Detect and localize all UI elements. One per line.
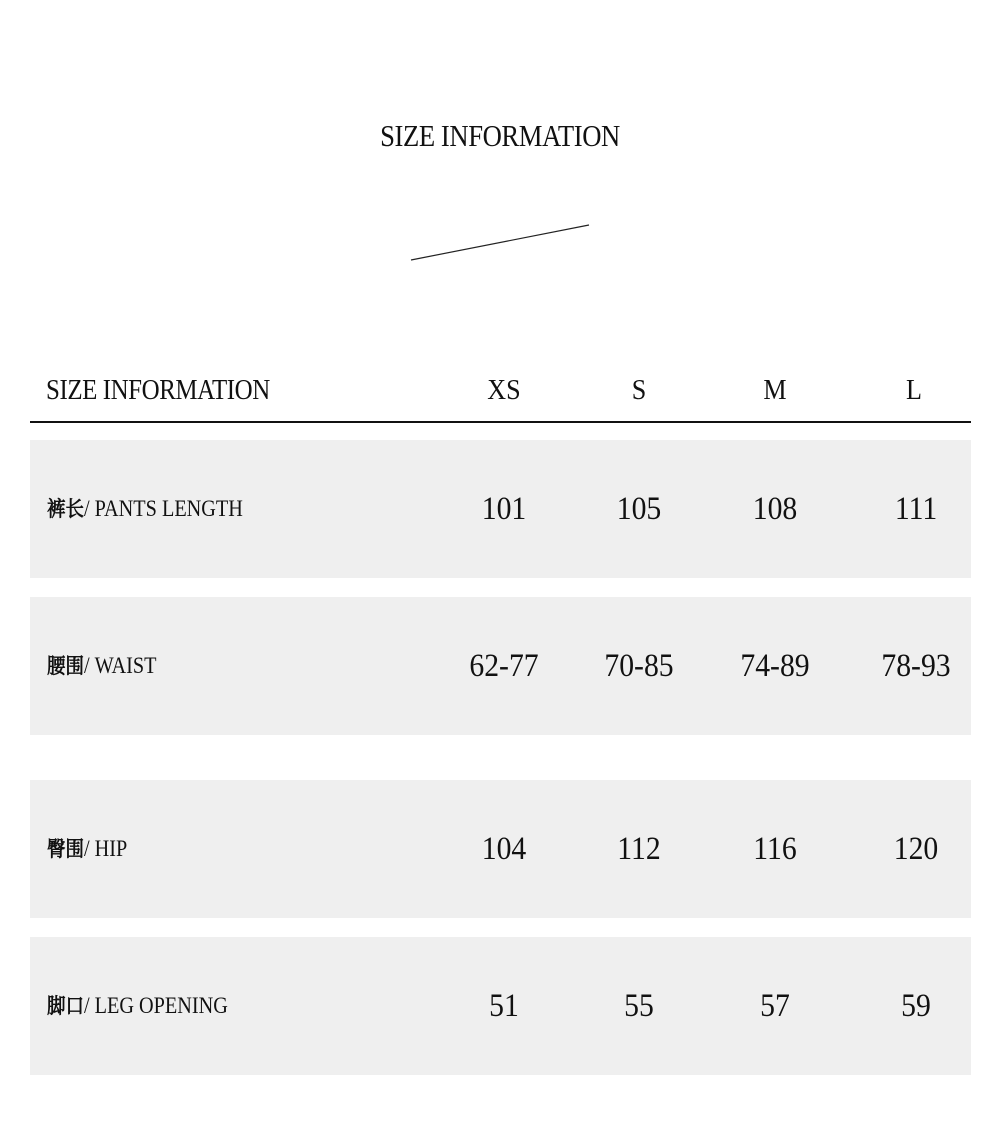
table-header [30,366,971,423]
row-label-cn: 腰围 [47,654,84,678]
cell-value: 78-93 [881,648,951,684]
cell-value: 70-85 [604,648,674,684]
table-row-waist [30,597,971,735]
cell-value: 51 [489,988,519,1024]
row-label-cn: 臀围 [47,837,84,861]
cell-value: 55 [624,988,654,1024]
cell-value: 112 [617,831,661,867]
row-label-en: / LEG OPENING [83,993,228,1018]
row-label [47,780,127,918]
cell-value: 105 [616,491,662,527]
cell-value: 62-77 [469,648,539,684]
row-label [47,597,156,735]
row-label-en: / PANTS LENGTH [83,496,243,521]
cell-value: 104 [481,831,527,867]
size-header-m: M [763,374,787,406]
row-label [47,440,243,578]
size-header-l: L [906,374,922,406]
size-header-s: S [631,374,647,406]
cell-value: 108 [752,491,798,527]
table-row-hip [30,780,971,918]
page-title: SIZE INFORMATION [380,118,620,153]
row-label-cn: 裤长 [47,497,84,521]
header-label: SIZE INFORMATION [46,374,270,406]
size-header-xs: XS [487,374,521,406]
row-label [47,937,228,1075]
cell-value: 111 [894,491,938,527]
cell-value: 120 [893,831,939,867]
cell-value: 116 [753,831,797,867]
cell-value: 74-89 [740,648,810,684]
row-label-en: / HIP [83,836,128,861]
table-row-leg-opening [30,937,971,1075]
cell-value: 101 [481,491,527,527]
decorative-divider-line [405,220,595,265]
row-label-cn: 脚口 [47,994,84,1018]
table-row-pants-length [30,440,971,578]
cell-value: 59 [901,988,931,1024]
row-label-en: / WAIST [83,653,157,678]
cell-value: 57 [760,988,790,1024]
